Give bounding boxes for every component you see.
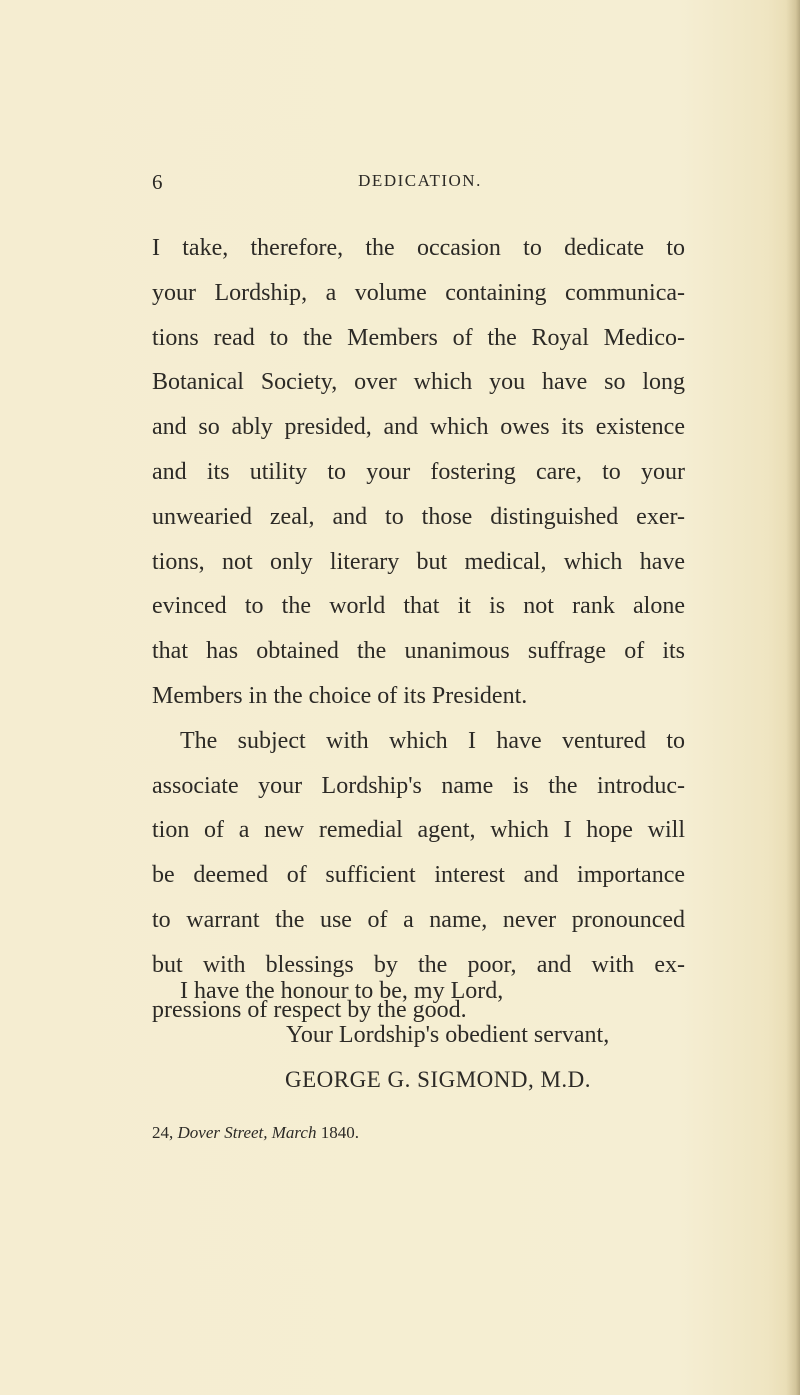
- address-date-line: [152, 1123, 359, 1143]
- paragraph-1-line: your Lordship, a volume containing communica-: [152, 279, 685, 306]
- closing-salutation: I have the honour to be, my Lord,: [180, 978, 504, 1004]
- paragraph-1: [152, 226, 685, 719]
- paragraph-1-line: and so ably presided, and which owes its existence: [152, 414, 685, 441]
- paragraph-2-line: The subject with which I have ventured to: [180, 727, 685, 754]
- paragraph-2-line: to warrant the use of a name, never pronounced: [152, 906, 685, 933]
- paragraph-2-line: but with blessings by the poor, and with ex-: [152, 951, 685, 978]
- page-edge-shadow: [786, 0, 800, 1395]
- paragraph-2-line: pressions of respect by the good.: [152, 996, 467, 1023]
- address-number: 24,: [152, 1123, 174, 1142]
- closing-complimentary: Your Lordship's obedient servant,: [286, 1022, 610, 1048]
- paragraph-1-line: unwearied zeal, and to those distinguished exer-: [152, 503, 685, 530]
- paragraph-1-line: evinced to the world that it is not rank alone: [152, 593, 685, 620]
- paragraph-1-line: I take, therefore, the occasion to dedicate to: [152, 235, 685, 261]
- page-number: 6: [152, 170, 164, 194]
- paragraph-1-line: tions, not only literary but medical, which have: [152, 548, 685, 575]
- paragraph-1-line: and its utility to your fostering care, to your: [152, 458, 685, 485]
- paragraph-2-line: be deemed of sufficient interest and importance: [152, 862, 685, 889]
- paragraph-1-line: that has obtained the unanimous suffrage of its: [152, 638, 685, 665]
- body-text: [152, 226, 685, 1032]
- running-head: DEDICATION.: [358, 171, 482, 190]
- paragraph-2-line: associate your Lordship's name is the introduc-: [152, 772, 685, 799]
- paragraph-1-line: Members in the choice of its President.: [152, 682, 528, 709]
- author-signature: GEORGE G. SIGMOND, M.D.: [285, 1067, 592, 1092]
- paragraph-1-line: Botanical Society, over which you have so long: [152, 369, 685, 396]
- address-street-date: Dover Street, March: [177, 1123, 317, 1142]
- paragraph-1-line: tions read to the Members of the Royal Medico-: [152, 324, 685, 351]
- address-year: 1840.: [320, 1123, 359, 1142]
- paragraph-2-line: tion of a new remedial agent, which I hope will: [152, 817, 685, 844]
